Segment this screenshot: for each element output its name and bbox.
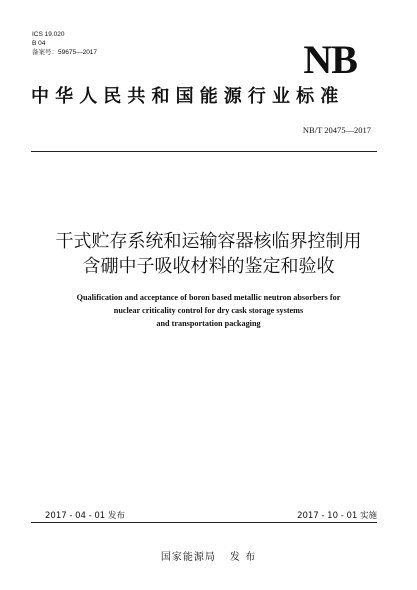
effective-date: 2017 - 10 - 01 实施 xyxy=(297,511,377,521)
title-zh-line2: 含硼中子吸收材料的鉴定和验收 xyxy=(82,256,335,277)
issuer-action: 发 布 xyxy=(229,552,257,563)
record-number: 备案号：59675—2017 xyxy=(32,49,98,56)
org-title: 中华人民共和国能源行业标准 xyxy=(31,86,345,107)
title-zh-line1: 干式贮存系统和运输容器核临界控制用 xyxy=(55,231,362,252)
standard-number: NB/T 20475—2017 xyxy=(302,125,371,135)
category-code: B 04 xyxy=(32,40,46,47)
title-en-line2: nuclear criticality control for dry cask storage systems xyxy=(113,306,304,315)
title-en-line1: Qualification and acceptance of boron based metallic neutron absorbers for xyxy=(76,293,341,302)
issuer-line xyxy=(0,548,417,563)
title-en-line3: and transportation packaging xyxy=(156,319,261,328)
nb-logo: NB xyxy=(303,37,357,82)
issue-date: 2017 - 04 - 01 发布 xyxy=(45,511,125,521)
footer-divider xyxy=(31,522,377,523)
ics-code: ICS 19.020 xyxy=(32,31,65,38)
header-divider xyxy=(31,151,377,152)
issuer-name: 国家能源局 xyxy=(160,552,216,563)
